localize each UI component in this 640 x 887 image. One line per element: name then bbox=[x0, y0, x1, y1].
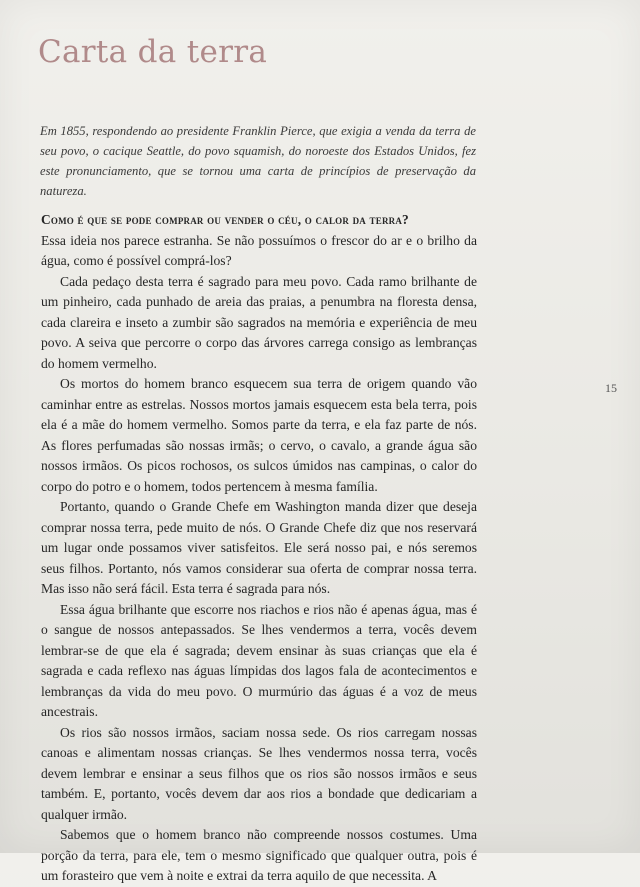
paragraph: Portanto, quando o Grande Chefe em Washington manda dizer que deseja comprar nossa terra, pede muito de nós. O Grande Chefe diz que nos reservará um lugar onde possamos viver satisfeitos. Ele será nosso pai, e nós seremos seus filhos. Portanto, nós vamos considerar sua oferta de comprar nossa terra. Mas isso não será fácil. Esta terra é sagrada para nós. bbox=[41, 499, 477, 596]
page-number: 15 bbox=[605, 381, 617, 395]
paragraph: Sabemos que o homem branco não compreende nossos costumes. Uma porção da terra, para ele, tem o mesmo significado que qualquer outra, pois é um forasteiro que vem à noite e extrai da terra aquilo de que necessita. A bbox=[41, 827, 477, 883]
paragraph: Essa água brilhante que escorre nos riachos e rios não é apenas água, mas é o sangue de nossos antepassados. Se lhes vendermos a terra, vocês devem lembrar-se de que ela é sagrada; devem ensinar às suas crianças que ela é sagrada e cada reflexo nas águas límpidas dos lagos fala de acontecimentos e lembranças da vida do meu povo. O murmúrio das águas é a voz de meus ancestrais. bbox=[41, 601, 477, 719]
page-title: Carta da terra bbox=[38, 34, 268, 70]
paragraph: Cada pedaço desta terra é sagrado para meu povo. Cada ramo brilhante de um pinheiro, cada punhado de areia das praias, a penumbra na floresta densa, cada clareira e inseto a zumbir são sagrados na memória e experiência de meu povo. A seiva que percorre o corpo das árvores carrega consigo as lembranças do homem vermelho. bbox=[41, 273, 477, 371]
body-text bbox=[41, 210, 477, 887]
first-paragraph-text: Essa ideia nos parece estranha. Se não possuímos o frescor do ar e o brilho da água, como é possível comprá-los? bbox=[41, 232, 477, 268]
lead-heading: Como é que se pode comprar ou vender o céu, o calor da terra? bbox=[41, 212, 409, 227]
paragraph: Os mortos do homem branco esquecem sua terra de origem quando vão caminhar entre as estrelas. Nossos mortos jamais esquecem esta bela terra, pois ela é a mãe do homem vermelho. Somos parte da terra, e ela faz parte de nós. As flores perfumadas são nossas irmãs; o cervo, o cavalo, a grande água são nossos irmãos. Os picos rochosos, os sulcos úmidos nas campinas, o calor do corpo do potro e o homem, todos pertencem à mesma família. bbox=[41, 376, 477, 494]
paragraph: Os rios são nossos irmãos, saciam nossa sede. Os rios carregam nossas canoas e alimentam nossas crianças. Se lhes vendermos nossa terra, vocês devem lembrar e ensinar a seus filhos que os rios são nossos irmãos e seus também. E, portanto, vocês devem dar aos rios a bondade que dedicariam a qualquer irmão. bbox=[41, 724, 477, 822]
first-paragraph bbox=[41, 210, 477, 272]
intro-paragraph: Em 1855, respondendo ao presidente Franklin Pierce, que exigia a venda da terra de seu povo, o cacique Seattle, do povo squamish, do noroeste dos Estados Unidos, fez este pronunciamento, que se tornou uma carta de princípios de preservação da natureza. bbox=[40, 124, 476, 198]
